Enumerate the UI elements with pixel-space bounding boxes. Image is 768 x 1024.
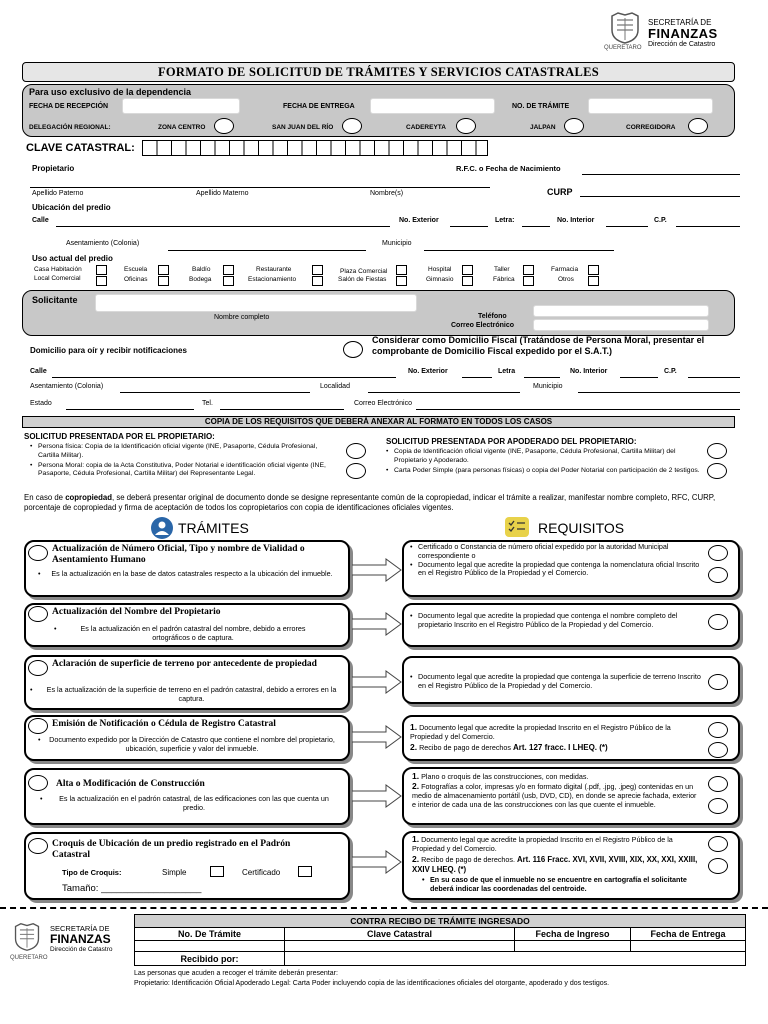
notif-phone-label: Tel. xyxy=(202,400,213,407)
requirement-list xyxy=(410,673,704,691)
by-attorney-item: • Copia de Identificación oficial vigente (INE, Pasaporte, Cédula Profesional, Cartilla Militar) del Propietario y Apoderado. xyxy=(386,448,702,466)
requirement-item xyxy=(412,781,702,809)
requirement-item: • Certificado o Constancia de número oficial expedido por la autoridad Municipal correspondiente o xyxy=(410,543,704,561)
req-text: Fotografías a color, impresas y/o en formato digital (.pdf, .jpg, .jpeg) contenidas en un medio de almacenamiento portátil (usb, DVD, CD), en donde se aprecie fachada, exterior e interior de cada una de las construcciones con las que cuente el inmueble. xyxy=(412,782,697,809)
req-num: 2. xyxy=(410,742,418,752)
settlement-field[interactable] xyxy=(168,250,366,251)
rfc-label: R.F.C. o Fecha de Nacimiento xyxy=(456,164,561,173)
req-num: 1. xyxy=(412,834,420,844)
phone-field[interactable] xyxy=(533,305,709,317)
state-seal-icon xyxy=(608,12,642,44)
zone-label: JALPAN xyxy=(530,124,556,131)
curp-field[interactable] xyxy=(580,196,740,197)
requirement-check-radio[interactable] xyxy=(708,722,728,738)
use-oficinas-checkbox[interactable] xyxy=(158,276,169,286)
use-estacionamiento-checkbox[interactable] xyxy=(312,276,323,286)
arrow-right-icon xyxy=(352,612,402,636)
street-label: Calle xyxy=(32,217,49,224)
notifications-label: Domicilio para oír y recibir notificaciones xyxy=(30,346,187,355)
arrow-right-icon xyxy=(352,850,402,874)
requirement-check-radio[interactable] xyxy=(708,567,728,583)
notif-settlement-field[interactable] xyxy=(120,392,310,393)
maternal-label: Apellido Materno xyxy=(196,190,249,197)
requirement-item xyxy=(410,722,700,742)
receipt-col-header: No. De Trámite xyxy=(135,928,285,941)
arrow-right-icon xyxy=(352,558,402,582)
by-attorney-title: SOLICITUD PRESENTADA POR APODERADO DEL PROPIETARIO: xyxy=(386,437,637,446)
delivery-date-field[interactable] xyxy=(370,98,495,114)
agency-line1: SECRETARÍA DE xyxy=(648,18,712,27)
zip-label: C.P. xyxy=(654,217,667,224)
footer-agency-line2: FINANZAS xyxy=(50,932,111,946)
use-option: Restaurante xyxy=(256,266,292,273)
requirement-item xyxy=(410,742,700,753)
procedure-select-radio[interactable] xyxy=(28,660,48,676)
notif-email-field[interactable] xyxy=(416,409,740,410)
municipality-label: Municipio xyxy=(382,240,412,247)
use-salon-checkbox[interactable] xyxy=(396,276,407,286)
requirement-check-radio[interactable] xyxy=(708,614,728,630)
use-option: Baldío xyxy=(192,266,211,273)
notif-state-label: Estado xyxy=(30,400,52,407)
notif-int-field[interactable] xyxy=(620,377,658,378)
req-num: 2. xyxy=(412,781,420,791)
procedure-no-label: NO. DE TRÁMITE xyxy=(512,103,570,110)
arrow-right-icon xyxy=(352,784,402,808)
req-num: 1. xyxy=(412,771,420,781)
by-attorney-list xyxy=(386,448,702,475)
receipt-col-header: Fecha de Ingreso xyxy=(515,928,631,941)
full-name-label: Nombre completo xyxy=(214,314,270,321)
requirement-list xyxy=(410,612,704,630)
coownership-text: , se deberá presentar original de documento donde se designe representante común de la copropiedad, indicar el trámite a realizar, manifestar nombre completo, RFC, CURP, porcentaje de copropiedad y firma de aceptación de todos los copropietarios con copia de identificaciones oficiales vigentes. xyxy=(24,493,716,513)
receipt-cell[interactable] xyxy=(285,941,515,952)
coownership-prefix: En caso de xyxy=(24,493,66,502)
req-text-bold: Art. 116 Fracc. XVI, XVII, XVIII, XIX, XX, XXI, XXIII, XXIV LHEQ. (*) xyxy=(412,855,698,874)
zone-label: ZONA CENTRO xyxy=(158,124,206,131)
use-otros-checkbox[interactable] xyxy=(588,276,599,286)
notif-state-field[interactable] xyxy=(66,409,194,410)
zone-label: CADEREYTA xyxy=(406,124,446,131)
use-bodega-checkbox[interactable] xyxy=(223,276,234,286)
requirement-check-radio[interactable] xyxy=(708,836,728,852)
zone-cadereyta-radio[interactable] xyxy=(456,118,476,134)
procedure-select-radio[interactable] xyxy=(28,545,48,561)
footer-state-label: QUERETARO xyxy=(10,955,48,961)
requirements-heading: REQUISITOS xyxy=(538,520,625,536)
phone-label: Teléfono xyxy=(478,313,507,320)
use-option: Estacionamiento xyxy=(248,276,297,283)
use-farmacia-checkbox[interactable] xyxy=(588,265,599,275)
receipt-table xyxy=(134,914,746,966)
use-plaza-checkbox[interactable] xyxy=(396,265,407,275)
street-field[interactable] xyxy=(56,226,390,227)
form-title: FORMATO DE SOLICITUD DE TRÁMITES Y SERVICIOS CATASTRALES xyxy=(157,65,600,79)
requirement-list xyxy=(422,876,692,894)
procedure-desc xyxy=(30,686,345,703)
fiscal-address-text: Considerar como Domicilio Fiscal (Tratándose de Persona Moral, presentar el comprobante de Domicilio Fiscal expedido por el S.A.T.) xyxy=(372,335,705,356)
notif-street-label: Calle xyxy=(30,368,47,375)
use-option: Taller xyxy=(494,266,510,273)
int-no-label: No. Interior xyxy=(557,217,595,224)
owner-label: Propietario xyxy=(32,164,75,173)
coownership-note xyxy=(24,493,742,513)
procedure-desc xyxy=(38,570,338,579)
requirement-check-radio[interactable] xyxy=(708,798,728,814)
notif-municipality-field[interactable] xyxy=(578,392,740,393)
use-fabrica-checkbox[interactable] xyxy=(523,276,534,286)
notif-email-label: Correo Electrónico xyxy=(354,400,412,407)
paternal-label: Apellido Paterno xyxy=(32,190,84,197)
by-attorney-power-radio[interactable] xyxy=(707,463,727,479)
use-option: Casa Habitación xyxy=(34,266,82,273)
receipt-cell[interactable] xyxy=(631,941,746,952)
agency-line2: FINANZAS xyxy=(648,26,718,41)
req-num: 2. xyxy=(412,854,420,864)
ext-no-field[interactable] xyxy=(450,226,488,227)
requirement-list xyxy=(410,543,704,578)
state-seal-icon xyxy=(12,922,42,952)
requirement-check-radio[interactable] xyxy=(708,858,728,874)
req-text: Recibo de pago de derechos. xyxy=(421,855,517,864)
person-icon xyxy=(150,517,174,539)
ext-no-label: No. Exterior xyxy=(399,217,439,224)
zone-sjr-radio[interactable] xyxy=(342,118,362,134)
use-option: Gimnasio xyxy=(426,276,454,283)
notif-ext-field[interactable] xyxy=(462,377,492,378)
req-text: Documento legal que acredite la propiedad Inscrito en el Registro Público de la Propiedad y del Comercio. xyxy=(410,723,671,741)
delivery-date-label: FECHA DE ENTREGA xyxy=(283,103,355,110)
procedure-desc-text: • Es la actualización en el padrón catastral del nombre, debido a errores ortográficos o de captura. xyxy=(54,625,324,642)
coownership-bold: copropiedad xyxy=(65,493,112,502)
use-option: Farmacia xyxy=(551,266,579,273)
cadastral-key-label: CLAVE CATASTRAL: xyxy=(26,142,135,154)
procedure-select-radio[interactable] xyxy=(28,606,48,622)
cut-line xyxy=(0,907,768,909)
requirements-banner: COPIA DE LOS REQUISITOS QUE DEBERÁ ANEXAR AL FORMATO EN TODOS LOS CASOS xyxy=(204,417,553,426)
int-no-field[interactable] xyxy=(606,226,648,227)
agency-state-label: QUERETARO xyxy=(604,45,642,51)
procedure-select-radio[interactable] xyxy=(28,838,48,854)
notif-municipality-label: Municipio xyxy=(533,383,563,390)
procedure-title: Actualización de Número Oficial, Tipo y nombre de Vialidad o Asentamiento Humano xyxy=(52,544,305,565)
zip-field[interactable] xyxy=(676,226,740,227)
footer-agency-line3: Dirección de Catastro xyxy=(50,946,113,953)
receipt-cell[interactable] xyxy=(515,941,631,952)
cadastral-key-boxes[interactable] xyxy=(142,140,488,156)
requirement-item: • Documento legal que acredite la propiedad que contenga el nombre completo del propietario Inscrito en el Registro Público de la Propiedad y del Comercio. xyxy=(410,612,704,630)
use-option: Hospital xyxy=(428,266,452,273)
procedure-select-radio[interactable] xyxy=(28,775,48,791)
letter-field[interactable] xyxy=(522,226,550,227)
requirement-check-radio[interactable] xyxy=(708,776,728,792)
use-option: Bodega xyxy=(189,276,212,283)
checklist-icon xyxy=(505,517,529,537)
use-baldio-checkbox[interactable] xyxy=(223,265,234,275)
notif-letter-label: Letra xyxy=(498,368,516,375)
by-owner-item: • Persona física: Copia de la Identificación oficial vigente (INE, Pasaporte, Cédula Profesional, Cartilla Militar). xyxy=(30,443,340,461)
requirement-check-radio[interactable] xyxy=(708,674,728,690)
receipt-cell[interactable] xyxy=(135,941,285,952)
notif-street-field[interactable] xyxy=(52,377,396,378)
procedures-heading: TRÁMITES xyxy=(178,520,249,536)
req-text-bold: Art. 127 fracc. I LHEQ. (*) xyxy=(513,743,608,752)
requirement-item xyxy=(412,854,702,875)
requirement-check-radio[interactable] xyxy=(708,742,728,758)
procedure-title: Emisión de Notificación o Cédula de Registro Catastral xyxy=(52,719,276,729)
notif-locality-label: Localidad xyxy=(320,383,350,390)
use-option: Otros xyxy=(558,276,574,283)
req-text: Recibo de pago de derechos xyxy=(419,743,513,752)
email-field[interactable] xyxy=(533,319,709,331)
procedure-desc-text: • Documento expedido por la Dirección de Catastro que contiene el nombre del propietario, ubicación, superficie y valor del inmueble. xyxy=(38,736,338,753)
use-hospital-checkbox[interactable] xyxy=(462,265,473,275)
receipt-col-header: Clave Catastral xyxy=(285,928,515,941)
zone-centro-radio[interactable] xyxy=(214,118,234,134)
sketch-size-label: Tamaño: ___________________ xyxy=(62,883,202,894)
use-option: Escuela xyxy=(124,266,148,273)
procedure-desc xyxy=(38,736,338,753)
use-option: Salón de Fiestas xyxy=(338,276,387,283)
use-restaurante-checkbox[interactable] xyxy=(312,265,323,275)
req-text: Plano o croquis de las construcciones, con medidas. xyxy=(421,772,589,781)
by-owner-physical-radio[interactable] xyxy=(346,443,366,459)
use-option: Local Comercial xyxy=(34,275,81,282)
applicant-label: Solicitante xyxy=(32,295,78,305)
procedure-desc-text: • Es la actualización en el padrón catastral, de las edificaciones con las que cuenta un predio. xyxy=(40,795,340,812)
sketch-type-label: Tipo de Croquis: xyxy=(62,868,122,877)
reception-date-field[interactable] xyxy=(122,98,240,114)
req-text: Documento legal que acredite la propiedad Inscrito en el Registro Público de la Propiedad y del Comercio. xyxy=(412,835,673,853)
procedure-desc-text: • Es la actualización en la base de datos catastrales respecto a la ubicación del inmueble. xyxy=(38,570,338,579)
use-option: Fábrica xyxy=(493,276,515,283)
applicant-name-field[interactable] xyxy=(95,294,417,312)
receipt-col-header: Fecha de Entrega xyxy=(631,928,746,941)
requirement-item xyxy=(412,834,702,854)
zone-label: SAN JUAN DEL RÍO xyxy=(272,124,334,131)
use-casa-checkbox[interactable] xyxy=(96,265,107,275)
settlement-label: Asentamiento (Colonia) xyxy=(66,240,140,247)
notif-zip-field[interactable] xyxy=(688,377,740,378)
use-taller-checkbox[interactable] xyxy=(523,265,534,275)
procedure-title: Aclaración de superficie de terreno por antecedente de propiedad xyxy=(52,659,317,669)
by-owner-title: SOLICITUD PRESENTADA POR EL PROPIETARIO: xyxy=(24,432,215,441)
notif-zip-label: C.P. xyxy=(664,368,677,375)
sketch-simple-label: Simple xyxy=(162,868,187,877)
notif-settlement-label: Asentamiento (Colonia) xyxy=(30,383,104,390)
use-escuela-checkbox[interactable] xyxy=(158,265,169,275)
procedure-desc xyxy=(54,625,324,642)
procedure-title: Croquis de Ubicación de un predio registrado en el Padrón Catastral xyxy=(52,839,291,860)
received-by-field[interactable] xyxy=(285,952,746,966)
sketch-simple-checkbox[interactable] xyxy=(210,866,224,877)
sketch-certified-checkbox[interactable] xyxy=(298,866,312,877)
by-attorney-id-radio[interactable] xyxy=(707,443,727,459)
office-use-heading: Para uso exclusivo de la dependencia xyxy=(29,87,192,97)
procedure-no-field[interactable] xyxy=(588,98,713,114)
use-label: Uso actual del predio xyxy=(32,254,113,263)
names-label: Nombre(s) xyxy=(370,190,404,197)
email-label: Correo Electrónico xyxy=(451,322,515,329)
notif-phone-field[interactable] xyxy=(220,409,344,410)
procedure-desc-text: • Es la actualización de la superficie de terreno en el padrón catastral, debido a errores en la captura. xyxy=(30,686,345,703)
by-owner-item: • Persona Moral: copia de la Acta Constitutiva, Poder Notarial e identificación oficial vigente (INE, Pasaporte, Cédula Profesional, Cartilla Militar) del Representante Legal. xyxy=(30,462,340,480)
received-by-label: Recibido por: xyxy=(135,952,285,966)
procedure-desc xyxy=(40,795,340,812)
by-owner-list xyxy=(30,443,340,479)
location-label: Ubicación del predio xyxy=(32,203,111,212)
by-attorney-item: • Carta Poder Simple (para personas físicas) o copia del Poder Notarial con participación de 2 testigos. xyxy=(386,467,702,476)
use-option: Oficinas xyxy=(124,276,148,283)
by-owner-moral-radio[interactable] xyxy=(346,463,366,479)
receipt-title: CONTRA RECIBO DE TRÁMITE INGRESADO xyxy=(135,915,746,928)
use-option: Plaza Comercial xyxy=(340,268,388,275)
use-local-checkbox[interactable] xyxy=(96,276,107,286)
procedure-title: Alta o Modificación de Construcción xyxy=(56,779,205,789)
curp-label: CURP xyxy=(547,187,573,197)
agency-line3: Dirección de Catastro xyxy=(648,41,716,48)
rfc-field[interactable] xyxy=(582,174,740,175)
notif-ext-label: No. Exterior xyxy=(408,368,448,375)
footer-agency-line1: SECRETARÍA DE xyxy=(50,924,110,933)
sketch-certified-label: Certificado xyxy=(242,868,281,877)
footer-logo xyxy=(10,922,130,966)
footer-note-line1: Las personas que acuden a recoger el trámite deberán presentar: xyxy=(134,970,338,977)
requirement-item: • Documento legal que acredite la propiedad que contenga la nomenclatura oficial Inscrito en el Registro Público de la Propiedad y el Comercio. xyxy=(410,561,704,579)
zone-label: CORREGIDORA xyxy=(626,124,676,131)
agency-logo xyxy=(602,12,742,54)
arrow-right-icon xyxy=(352,670,402,694)
owner-name-field[interactable] xyxy=(30,187,490,188)
requirement-item: • Documento legal que acredite la propiedad que contenga la superficie de terreno Inscrito en el Registro Público de la Propiedad y del Comercio. xyxy=(410,673,704,691)
letter-label: Letra: xyxy=(495,217,515,224)
notif-locality-field[interactable] xyxy=(368,392,520,393)
req-num: 1. xyxy=(410,722,418,732)
use-gimnasio-checkbox[interactable] xyxy=(462,276,473,286)
zone-jalpan-radio[interactable] xyxy=(564,118,584,134)
notif-letter-field[interactable] xyxy=(524,377,560,378)
delegation-label: DELEGACIÓN REGIONAL: xyxy=(29,124,111,131)
fiscal-address-radio[interactable] xyxy=(343,341,363,358)
footer-note-line2: Propietario: Identificación Oficial Apoderado Legal: Carta Poder incluyendo copia de las identificaciones oficiales del otorgante, apoderado y dos testigos. xyxy=(134,980,610,987)
municipality-field[interactable] xyxy=(424,250,614,251)
procedure-title: Actualización del Nombre del Propietario xyxy=(52,607,221,617)
zone-corregidora-radio[interactable] xyxy=(688,118,708,134)
requirement-item: • En su caso de que el inmueble no se encuentre en cartografía el solicitante deberá indicar las coordenadas del centroide. xyxy=(422,876,692,894)
requirement-check-radio[interactable] xyxy=(708,545,728,561)
reception-date-label: FECHA DE RECEPCIÓN xyxy=(29,103,109,110)
arrow-right-icon xyxy=(352,725,402,749)
notif-int-label: No. Interior xyxy=(570,368,608,375)
procedure-select-radio[interactable] xyxy=(28,718,48,734)
